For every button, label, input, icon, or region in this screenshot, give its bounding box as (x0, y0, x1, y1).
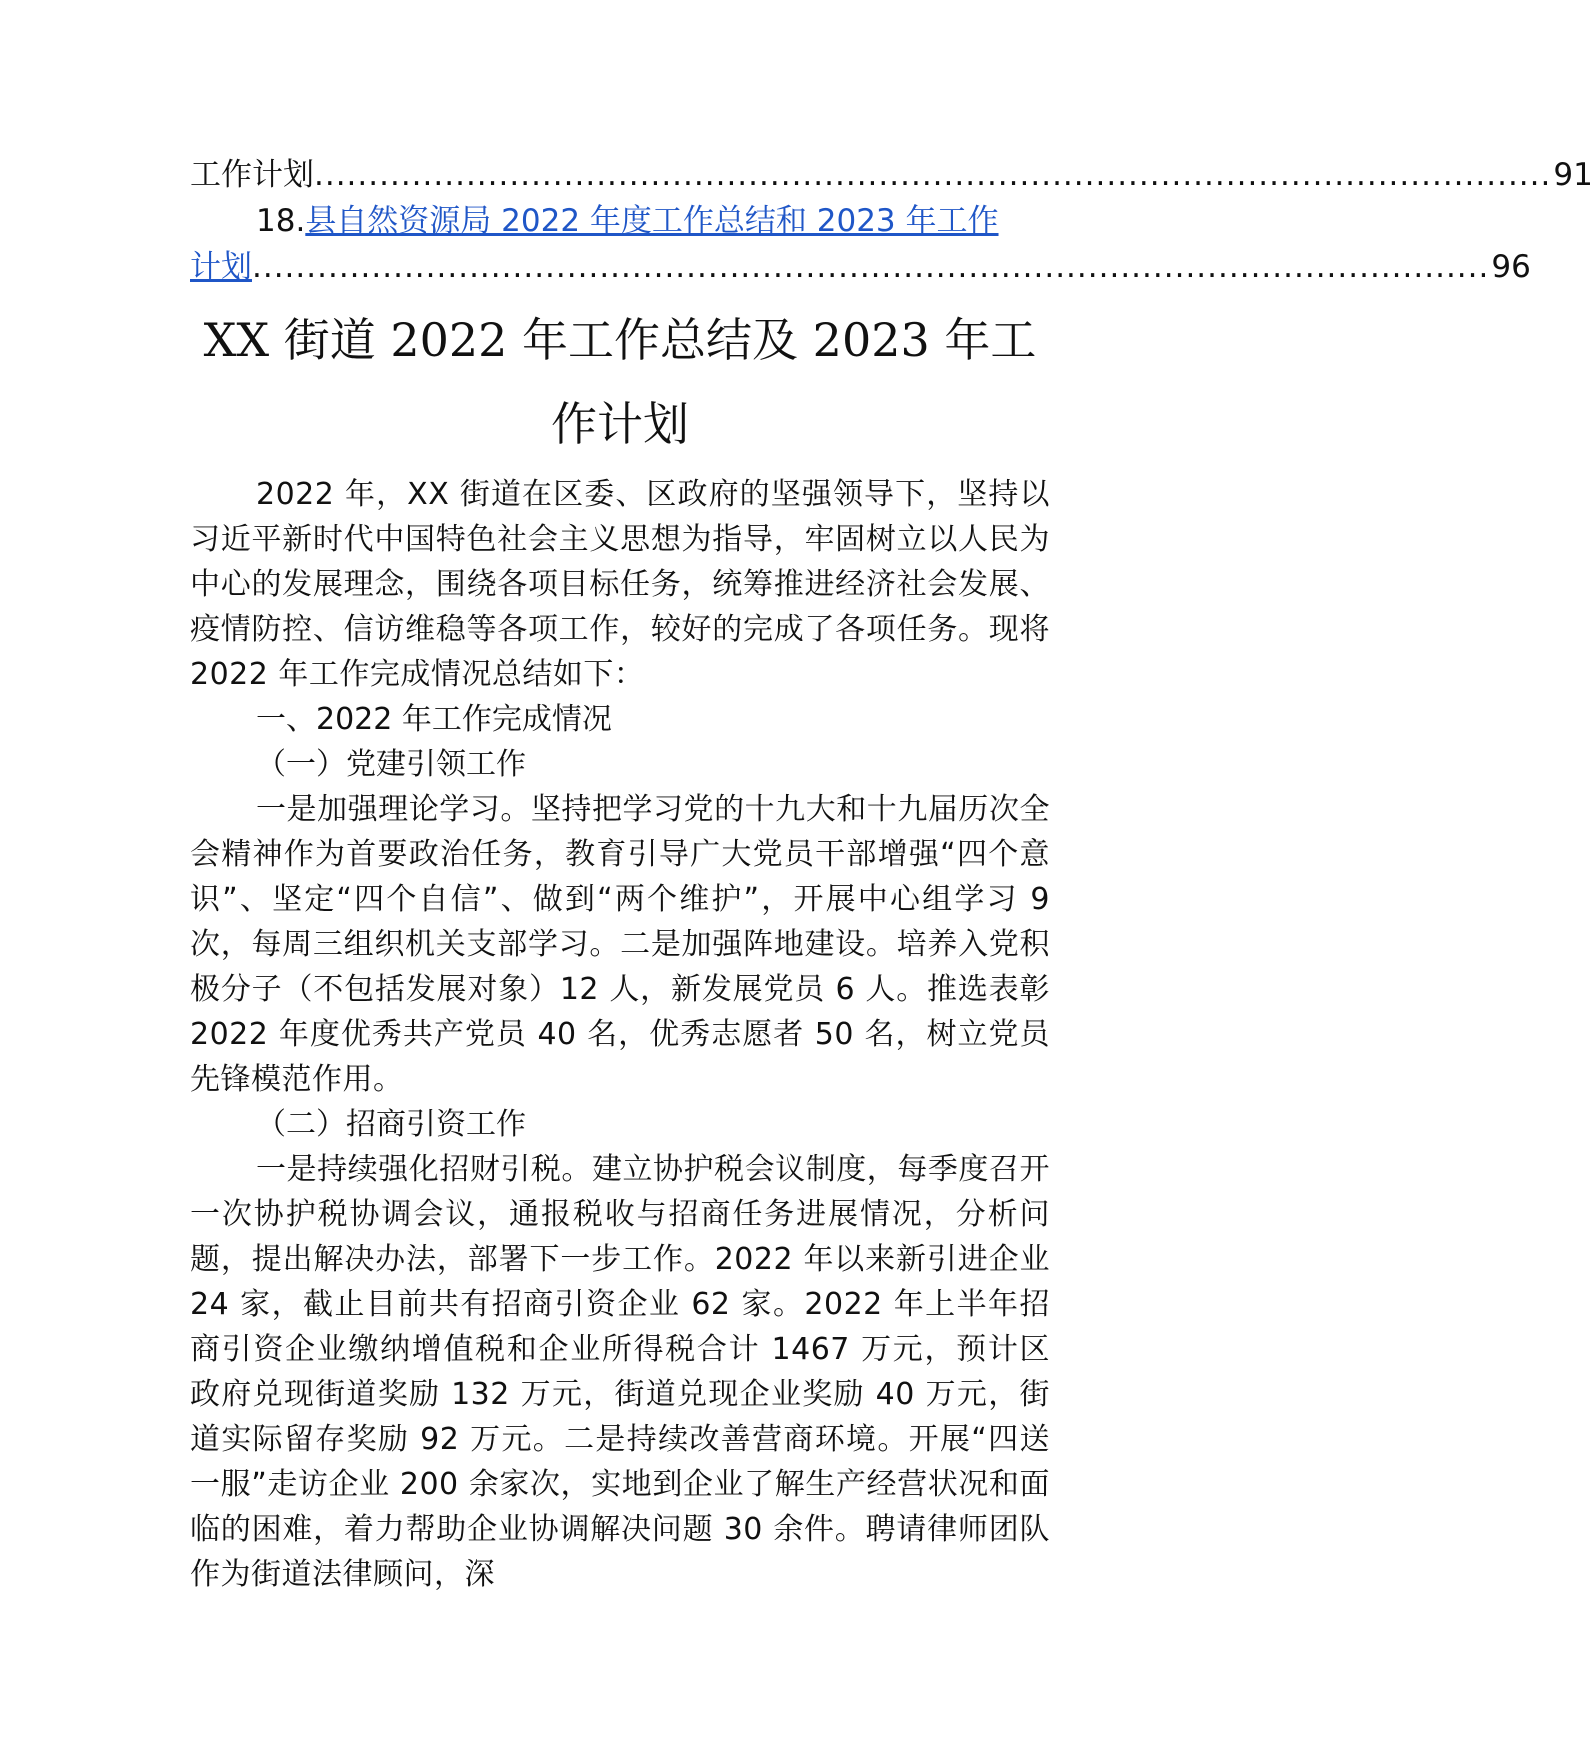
subsection-heading-party: （一）党建引领工作 (256, 747, 526, 782)
toc-entry-18[interactable] (190, 198, 1050, 244)
toc-entry-17-continuation[interactable] (190, 152, 1593, 198)
toc-entry-label: 工作计划 (190, 157, 314, 193)
document-title: XX 街道 2022 年工作总结及 2023 年工作计划 (203, 313, 1037, 451)
toc-entry-number: 18. (256, 203, 306, 239)
section-heading-1: 一、2022 年工作完成情况 (256, 702, 612, 737)
toc-leader-dots: .................................................................................................................. (314, 157, 1552, 193)
toc-page-number: 91 (1553, 157, 1593, 193)
toc-entry-link-cont[interactable]: 计划 (190, 249, 252, 285)
subsection-heading-investment: （二）招商引资工作 (256, 1107, 526, 1142)
toc-page-number: 96 (1491, 249, 1531, 285)
intro-paragraph: 2022 年，XX 街道在区委、区政府的坚强领导下，坚持以习近平新时代中国特色社会主义思想为指导，牢固树立以人民为中心的发展理念，围绕各项目标任务，统筹推进经济社会发展、疫情防控、信访维稳等各项工作，较好的完成了各项任务。现将 2022 年工作完成情况总结如下： (190, 477, 1050, 692)
party-building-paragraph: 一是加强理论学习。坚持把学习党的十九大和十九届历次全会精神作为首要政治任务，教育引导广大党员干部增强“四个意识”、坚定“四个自信”、做到“两个维护”，开展中心组学习 9 次，每周三组织机关支部学习。二是加强阵地建设。培养入党积极分子（不包括发展对象）12 人，新发展党员 6 人。推选表彰 2022 年度优秀共产党员 40 名，优秀志愿者 50 名，树立党员先锋模范作用。 (190, 792, 1050, 1097)
toc-leader-dots: .................................................................................................................. (252, 249, 1490, 285)
page-content (190, 152, 1593, 1597)
toc-entry-18-continuation[interactable] (190, 244, 1531, 290)
investment-paragraph: 一是持续强化招财引税。建立协护税会议制度，每季度召开一次协护税协调会议，通报税收与招商任务进展情况，分析问题，提出解决办法，部署下一步工作。2022 年以来新引进企业 24 家，截止目前共有招商引资企业 62 家。2022 年上半年招商引资企业缴纳增值税和企业所得税合计 1467 万元，预计区政府兑现街道奖励 132 万元，街道兑现企业奖励 40 万元，街道实际留存奖励 92 万元。二是持续改善营商环境。开展“四送一服”走访企业 200 余家次，实地到企业了解生产经营状况和面临的困难，着力帮助企业协调解决问题 30 余件。聘请律师团队作为街道法律顾问，深 (190, 1152, 1050, 1592)
toc-entry-link[interactable]: 县自然资源局 2022 年度工作总结和 2023 年工作 (305, 203, 999, 239)
